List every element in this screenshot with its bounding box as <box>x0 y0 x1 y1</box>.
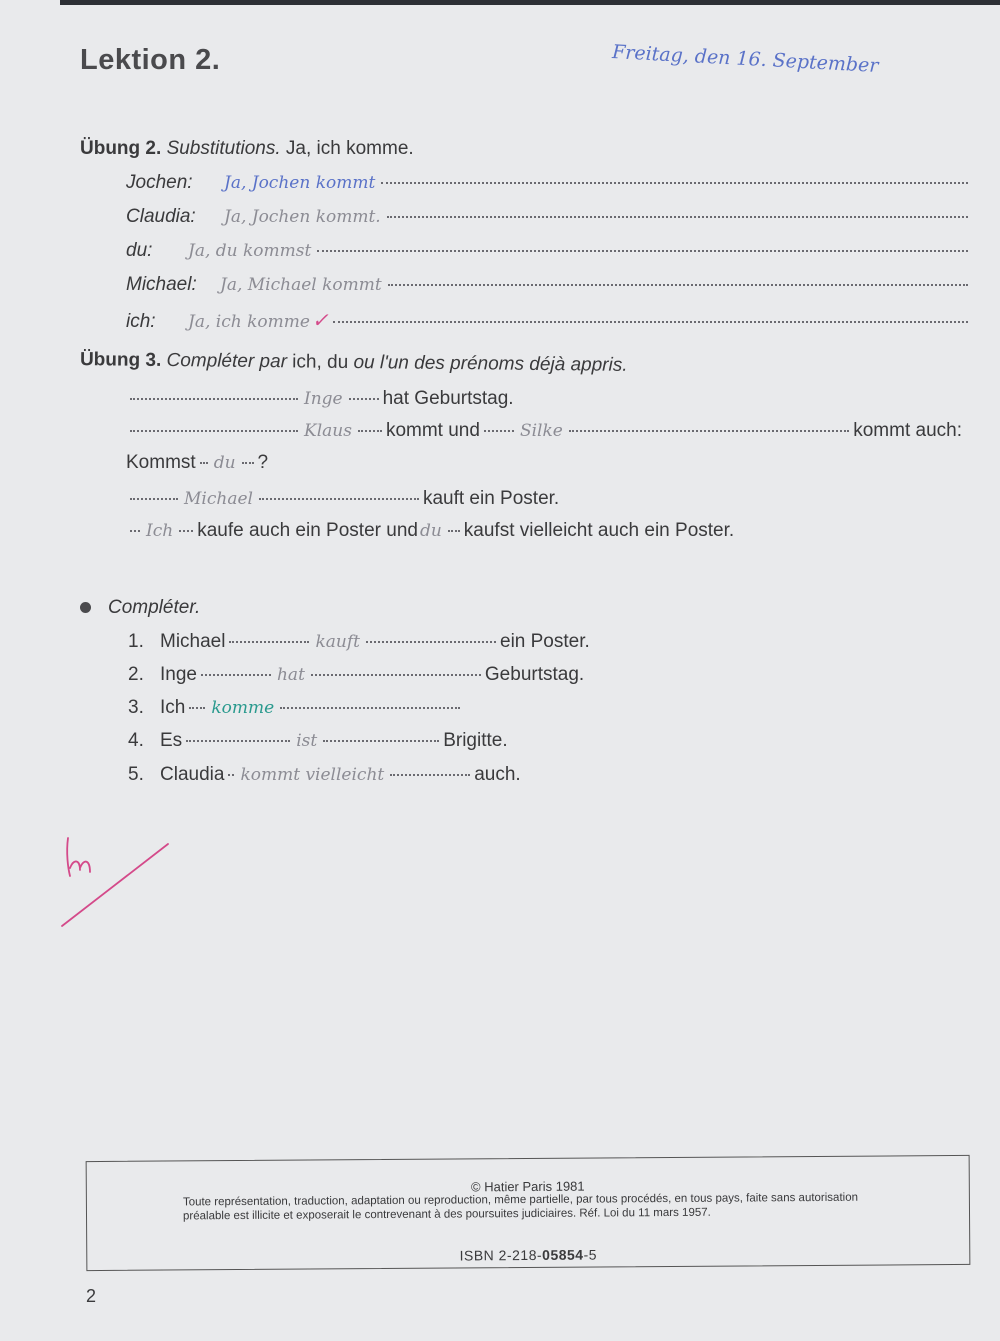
handwritten-answer: Michael <box>184 489 253 509</box>
dotted-line <box>189 706 205 709</box>
correction-mark: ✓ <box>311 308 329 332</box>
row-text: kauft ein Poster. <box>422 488 560 509</box>
handwritten-answer: Ja, Jochen kommt. <box>224 207 381 227</box>
row-text: kaufe auch ein Poster und <box>197 520 418 541</box>
exercise3-row <box>126 388 514 410</box>
row-label: Claudia: <box>126 206 196 227</box>
item-end: ein Poster. <box>500 631 590 652</box>
item-subject: Michael <box>160 631 226 652</box>
dotted-line <box>484 429 514 432</box>
isbn: ISBN 2-218-05854-5 <box>459 1246 598 1264</box>
legal-notice: Toute représentation, traduction, adaptation ou reproduction, même partielle, par tous procédés, en tous pays, faite sans autorisation préalable est illicite et exposerait le contrevenant à des poursuites judiciaires. Réf. Loi du 11 mars 1957. <box>182 1191 859 1223</box>
dotted-line <box>130 397 298 400</box>
handwritten-answer: Ja, ich komme <box>188 312 310 332</box>
row-text: hat Geburtstag. <box>382 388 514 409</box>
exercise2-number: Übung 2. <box>80 138 162 159</box>
exercise3-word-ou: ou <box>353 351 375 374</box>
dotted-line <box>130 497 178 500</box>
exercise2-heading <box>80 138 414 160</box>
dotted-line <box>349 397 379 400</box>
dotted-line <box>179 529 193 532</box>
item-number: 5. <box>128 764 144 785</box>
handwritten-answer: kommt vielleicht <box>240 765 385 785</box>
bullet-dot <box>80 602 91 613</box>
complete-heading: Compléter. <box>108 597 201 618</box>
exercise3-instruction-a: Compléter par <box>166 350 288 373</box>
item-number: 1. <box>128 631 144 652</box>
exercise3-word-du: du <box>326 351 349 373</box>
dotted-line <box>242 461 254 464</box>
dotted-line <box>280 706 460 709</box>
handwritten-answer: du <box>419 521 442 541</box>
complete-item <box>128 631 590 653</box>
handwritten-answer: Inge <box>304 389 343 409</box>
teacher-check-mark <box>58 828 178 938</box>
page-number: 2 <box>86 1286 97 1306</box>
row-text: kaufst vielleicht auch ein Poster. <box>463 520 735 541</box>
complete-item <box>128 764 521 786</box>
dotted-line <box>201 673 271 676</box>
complete-item <box>128 697 464 719</box>
item-subject: Claudia <box>160 764 225 785</box>
dotted-line <box>390 773 470 776</box>
exercise3-row <box>126 420 962 442</box>
dotted-line <box>130 529 140 532</box>
dotted-line <box>323 739 439 742</box>
handwritten-answer: hat <box>276 665 305 685</box>
handwritten-answer: Ich <box>146 521 174 541</box>
exercise2-instruction: Ja, ich komme. <box>285 138 414 159</box>
dotted-line <box>200 461 208 464</box>
dotted-line <box>228 773 234 776</box>
copyright-box <box>86 1155 971 1271</box>
row-text: ? <box>257 452 269 473</box>
complete-item <box>128 664 584 686</box>
exercise3-row <box>126 452 268 474</box>
dotted-line <box>381 181 968 184</box>
dotted-line <box>229 640 309 643</box>
exercise2-row <box>126 274 972 296</box>
dotted-line <box>388 283 968 286</box>
complete-item <box>128 730 508 752</box>
exercise3-word-ich: ich, <box>292 351 322 373</box>
exercise3-number: Übung 3. <box>79 349 162 371</box>
handwritten-answer: ist <box>296 731 318 751</box>
handwritten-answer: Ja, Jochen kommt <box>224 173 376 193</box>
copyright-line: © Hatier Paris 1981 <box>470 1178 585 1195</box>
item-number: 3. <box>128 697 144 718</box>
dotted-line <box>317 249 968 252</box>
row-label: du: <box>126 240 153 261</box>
item-end: Brigitte. <box>443 730 508 751</box>
dotted-line <box>333 320 968 323</box>
row-text: kommt und <box>385 420 480 441</box>
item-end: auch. <box>474 764 521 785</box>
exercise2-row <box>126 172 972 194</box>
exercise3-row <box>126 488 559 510</box>
dotted-line <box>448 529 460 532</box>
dotted-line <box>358 429 382 432</box>
item-end: Geburtstag. <box>484 664 585 685</box>
exercise2-row <box>126 240 972 262</box>
handwritten-answer: Klaus <box>304 421 352 441</box>
row-label: Jochen: <box>126 172 193 193</box>
handwritten-answer: Ja, du kommst <box>188 241 312 261</box>
top-edge <box>60 0 1000 5</box>
row-label: Michael: <box>126 274 197 295</box>
item-subject: Es <box>160 730 183 751</box>
row-label: ich: <box>126 311 156 332</box>
dotted-line <box>311 673 481 676</box>
exercise3-row <box>126 520 734 542</box>
handwritten-answer: du <box>213 453 236 473</box>
dotted-line <box>130 429 298 432</box>
exercise2-instruction-italic: Substitutions. <box>166 138 281 159</box>
item-subject: Ich <box>160 697 186 718</box>
exercise2-row <box>126 308 972 333</box>
row-text: kommt auch: <box>853 420 962 441</box>
item-number: 2. <box>128 664 144 685</box>
dotted-line <box>366 640 496 643</box>
exercise3-instruction-b: l'un des prénoms déjà appris. <box>379 352 628 376</box>
dotted-line <box>186 739 290 742</box>
handwritten-answer: Silke <box>519 421 563 441</box>
exercise2-row <box>126 206 972 228</box>
handwritten-answer: Ja, Michael kommt <box>220 275 382 295</box>
handwritten-answer: kauft <box>315 632 360 652</box>
dotted-line <box>569 429 849 432</box>
dotted-line <box>259 497 419 500</box>
handwritten-answer: komme <box>211 698 275 718</box>
item-subject: Inge <box>160 664 197 685</box>
dotted-line <box>387 215 968 218</box>
item-number: 4. <box>128 730 144 751</box>
row-text: Kommst <box>126 452 196 473</box>
handwritten-date: Freitag, den 16. September <box>611 41 879 77</box>
exercise3-heading <box>80 349 628 377</box>
lesson-title: Lektion 2. <box>80 44 221 76</box>
